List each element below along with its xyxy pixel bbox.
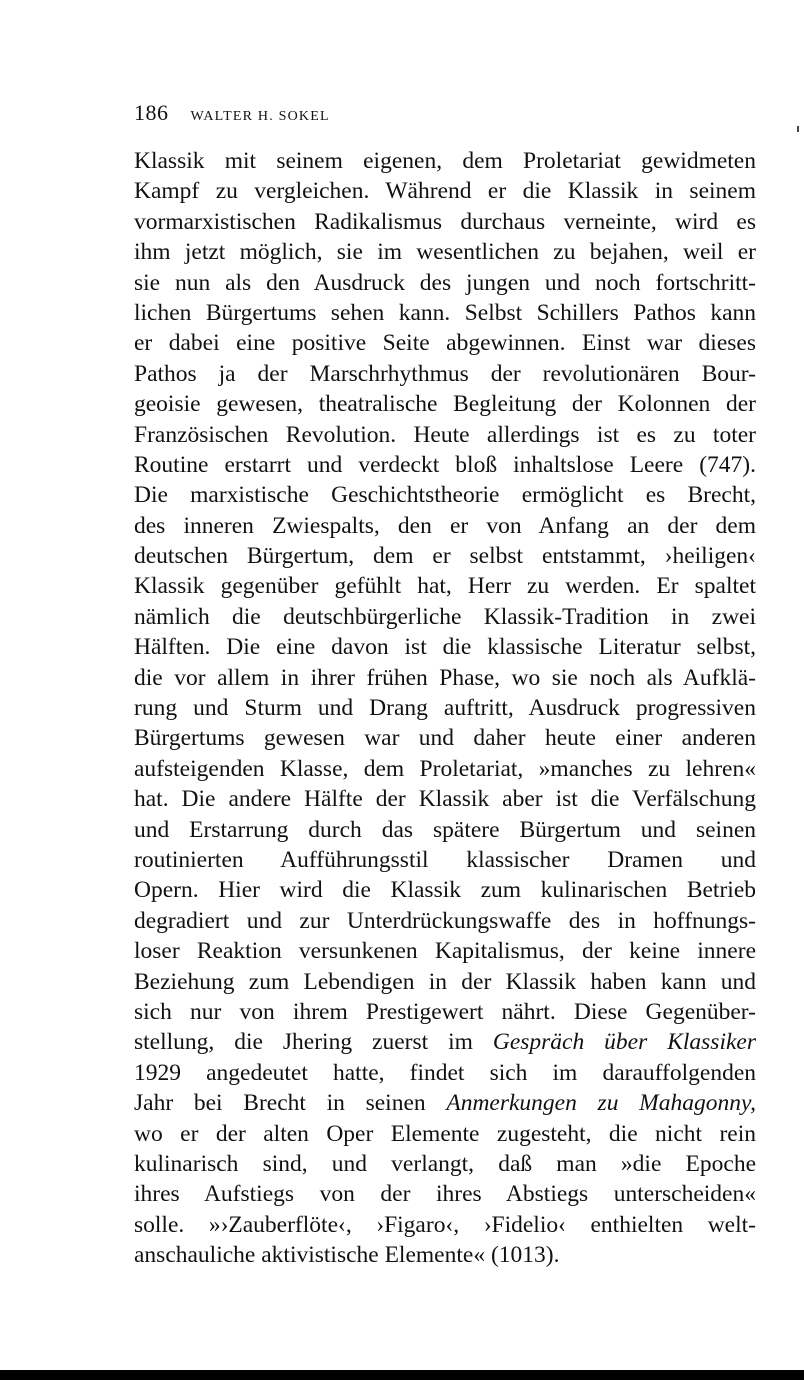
- body-text: [134, 146, 756, 1270]
- running-head: WALTER H. SOKEL: [190, 109, 330, 124]
- text-line: vormarxistischen Radikalismus durchaus verneinte, wird es: [134, 208, 756, 235]
- text-line: Klassik mit seinem eigenen, dem Proletariat gewidmeten: [134, 148, 756, 174]
- text-line: rung und Sturm und Drang auftritt, Ausdruck progressiven: [134, 695, 756, 722]
- text-line: sie nun als den Ausdruck des jungen und noch fortschritt-: [134, 269, 756, 296]
- text-line: geoisie gewesen, theatralische Begleitung der Kolonnen der: [134, 391, 756, 418]
- text-line: Pathos ja der Marschrhythmus der revolutionären Bour-: [134, 360, 756, 387]
- text-line: solle. »›Zauberflöte‹, ›Figaro‹, ›Fidelio‹ enthielten welt-: [134, 1211, 756, 1238]
- text-line: stellung, die Jhering zuerst im Gespräch über Klassiker: [134, 1029, 756, 1056]
- text-line: aufsteigenden Klasse, dem Proletariat, »manches zu lehren«: [134, 755, 756, 782]
- text-line: und Erstarrung durch das spätere Bürgertum und seinen: [134, 816, 756, 843]
- text-line: Französischen Revolution. Heute allerdings ist es zu toter: [134, 421, 756, 448]
- text-line: Jahr bei Brecht in seinen Anmerkungen zu Mahagonny,: [134, 1090, 756, 1117]
- text-line: degradiert und zur Unterdrückungswaffe des in hoffnungs-: [134, 907, 756, 934]
- text-line: Opern. Hier wird die Klassik zum kulinarischen Betrieb: [134, 877, 756, 904]
- italic-title: Gespräch über Klassiker: [492, 1029, 756, 1056]
- text-line: Bürgertums gewesen war und daher heute einer anderen: [134, 725, 756, 752]
- italic-title: Anmerkungen zu Mahagonny,: [446, 1090, 756, 1117]
- text-line: Die marxistische Geschichtstheorie ermöglicht es Brecht,: [134, 482, 756, 509]
- text-line: anschauliche aktivistische Elemente« (1013).: [134, 1242, 560, 1269]
- text-line: Hälften. Die eine davon ist die klassische Literatur selbst,: [134, 634, 756, 661]
- text-line: des inneren Zwiespalts, den er von Anfang an der dem: [134, 512, 756, 539]
- text-line: ihres Aufstiegs von der ihres Abstiegs unterscheiden«: [134, 1181, 756, 1208]
- text-line: Routine erstarrt und verdeckt bloß inhaltslose Leere (747).: [134, 451, 756, 478]
- text-line: sich nur von ihrem Prestigewert nährt. Diese Gegenüber-: [134, 998, 756, 1025]
- text-line: ihm jetzt möglich, sie im wesentlichen zu bejahen, weil er: [134, 239, 756, 266]
- text-line: lichen Bürgertums sehen kann. Selbst Schillers Pathos kann: [134, 299, 756, 326]
- text-line: loser Reaktion versunkenen Kapitalismus, der keine innere: [134, 938, 756, 965]
- text-line: 1929 angedeutet hatte, findet sich im darauffolgenden: [134, 1059, 756, 1086]
- text-line: die vor allem in ihrer frühen Phase, wo sie noch als Aufklä-: [134, 664, 756, 691]
- text-line: Klassik gegenüber gefühlt hat, Herr zu werden. Er spaltet: [134, 573, 756, 600]
- text-line: er dabei eine positive Seite abgewinnen. Einst war dieses: [134, 330, 756, 357]
- text-line: routinierten Aufführungsstil klassischer Dramen und: [134, 846, 756, 873]
- text-line: Beziehung zum Lebendigen in der Klassik haben kann und: [134, 968, 756, 995]
- scan-bottom-border: [0, 1370, 804, 1380]
- text-line: deutschen Bürgertum, dem er selbst entstammt, ›heiligen‹: [134, 543, 756, 570]
- text-line: hat. Die andere Hälfte der Klassik aber ist die Verfälschung: [134, 786, 756, 813]
- text-line: nämlich die deutschbürgerliche Klassik-Tradition in zwei: [134, 603, 756, 630]
- page-header: [134, 100, 774, 128]
- text-line: wo er der alten Oper Elemente zugesteht, die nicht rein: [134, 1120, 756, 1147]
- text-line: kulinarisch sind, und verlangt, daß man »die Epoche: [134, 1150, 756, 1177]
- scan-edge-mark: [797, 126, 799, 132]
- text-line: Kampf zu vergleichen. Während er die Klassik in seinem: [134, 178, 756, 205]
- page-number: 186: [134, 100, 169, 125]
